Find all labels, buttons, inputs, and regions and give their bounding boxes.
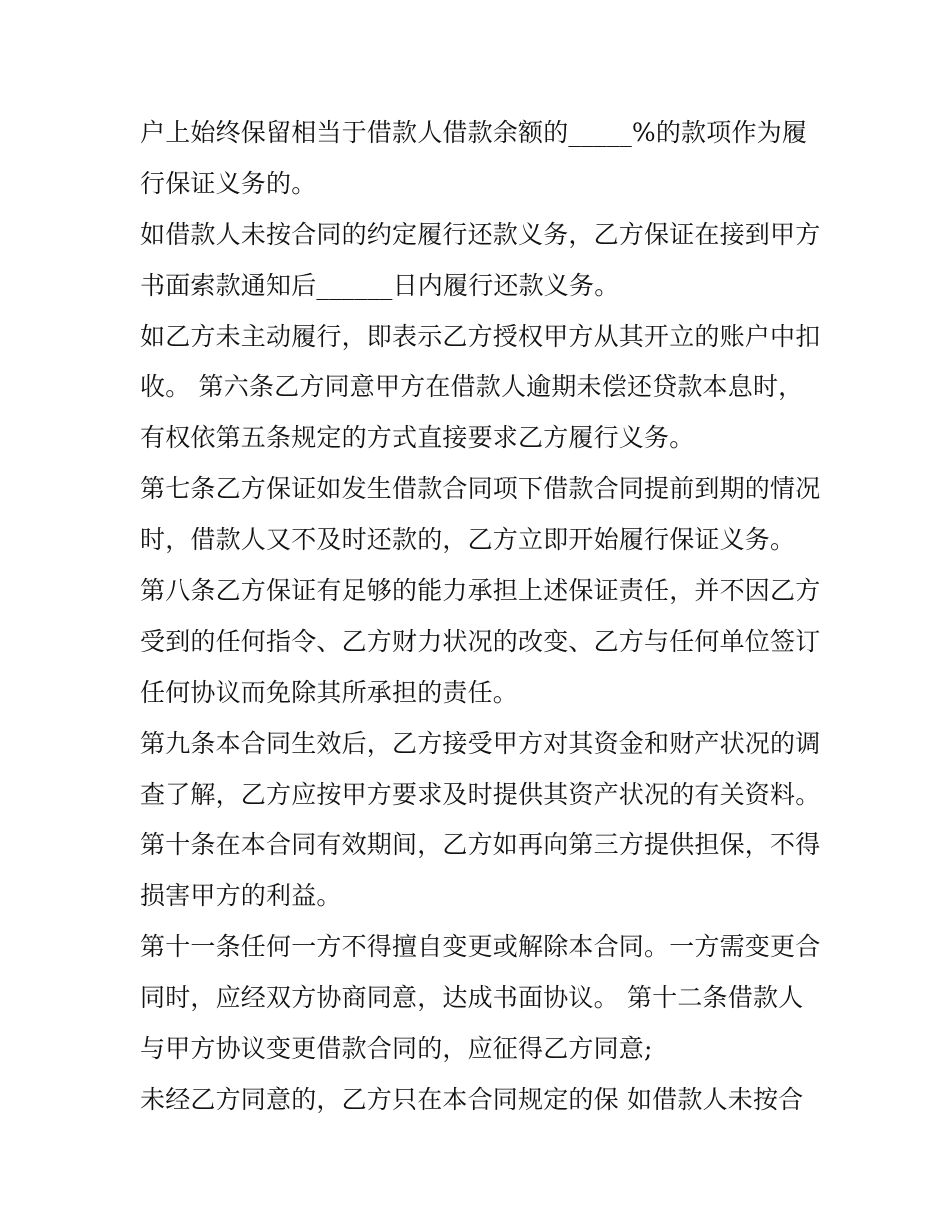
text-line: 任何协议而免除其所承担的责任。 bbox=[140, 677, 519, 707]
text-line: 书面索款通知后______日内履行还款义务。 bbox=[140, 270, 620, 300]
text-line: 同时，应经双方协商同意，达成书面协议。 第十二条借款人 bbox=[140, 983, 804, 1013]
text-line: 如乙方未主动履行，即表示乙方授权甲方从其开立的账户中扣 bbox=[140, 321, 821, 351]
text-line: 损害甲方的利益。 bbox=[140, 881, 342, 911]
text-line: 与甲方协议变更借款合同的，应征得乙方同意; bbox=[140, 1034, 653, 1064]
document-body bbox=[140, 108, 830, 1126]
text-line: 第七条乙方保证如发生借款合同项下借款合同提前到期的情况 bbox=[140, 474, 821, 504]
text-line: 受到的任何指令、乙方财力状况的改变、乙方与任何单位签订 bbox=[140, 626, 821, 656]
text-line: 第九条本合同生效后，乙方接受甲方对其资金和财产状况的调 bbox=[140, 728, 821, 758]
text-line: 查了解，乙方应按甲方要求及时提供其资产状况的有关资料。 bbox=[140, 779, 821, 809]
text-line: 有权依第五条规定的方式直接要求乙方履行义务。 bbox=[140, 423, 695, 453]
text-line: 未经乙方同意的，乙方只在本合同规定的保 如借款人未按合 bbox=[140, 1084, 804, 1114]
text-line: 时，借款人又不及时还款的，乙方立即开始履行保证义务。 bbox=[140, 525, 796, 555]
text-line: 收。 第六条乙方同意甲方在借款人逾期未偿还贷款本息时， bbox=[140, 372, 804, 402]
text-line: 第十一条任何一方不得擅自变更或解除本合同。一方需变更合 bbox=[140, 932, 821, 962]
text-line: 如借款人未按合同的约定履行还款义务，乙方保证在接到甲方 bbox=[140, 219, 821, 249]
text-line: 行保证义务的。 bbox=[140, 168, 317, 198]
text-line: 第八条乙方保证有足够的能力承担上述保证责任，并不因乙方 bbox=[140, 576, 821, 606]
text-line: 户上始终保留相当于借款人借款余额的_____%的款项作为履 bbox=[140, 118, 808, 147]
text-line: 第十条在本合同有效期间，乙方如再向第三方提供担保，不得 bbox=[140, 830, 821, 860]
